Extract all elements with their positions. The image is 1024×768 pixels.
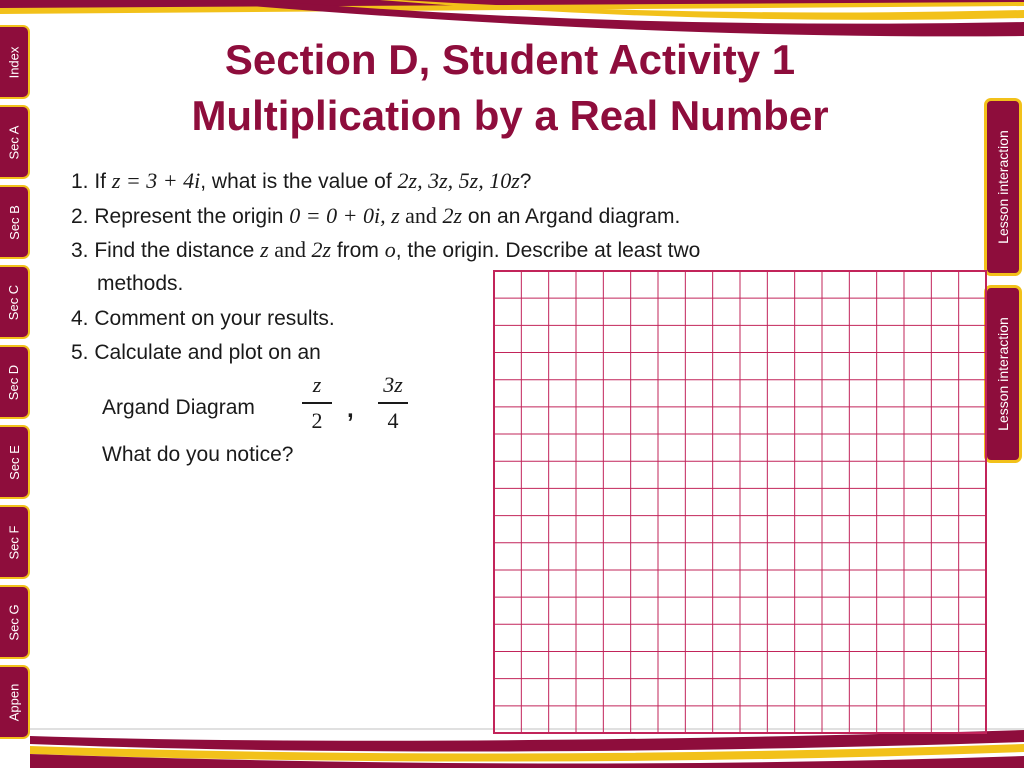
tab-index-label: Index — [6, 46, 22, 78]
question-2 — [71, 202, 680, 231]
tab-sec-f[interactable] — [0, 505, 30, 579]
lesson-interaction-label: Lesson interaction — [995, 317, 1012, 431]
q1-mid: , what is the value of — [200, 170, 398, 193]
tab-sec-f-label: Sec F — [6, 525, 22, 559]
question-5: 5. Calculate and plot on an — [71, 341, 321, 364]
tab-sec-e[interactable] — [0, 425, 30, 499]
tab-appendix-label: Appen — [6, 683, 22, 721]
question-1 — [71, 167, 531, 196]
tab-sec-b[interactable] — [0, 185, 30, 259]
lesson-interaction-label: Lesson interaction — [995, 130, 1012, 244]
fraction-separator: , — [347, 396, 354, 423]
fraction-1-bar — [302, 402, 332, 404]
lesson-interaction-button-1[interactable] — [984, 98, 1022, 276]
argand-grid[interactable] — [493, 270, 987, 734]
q3-mid: from — [331, 239, 385, 262]
question-3 — [71, 236, 700, 265]
q2-prefix: 2. Represent the origin — [71, 205, 290, 228]
tab-sec-g[interactable] — [0, 585, 30, 659]
fraction-2-bar — [378, 402, 408, 404]
title-line-1: Section D, Student Activity 1 — [224, 36, 796, 83]
tab-index[interactable] — [0, 25, 30, 99]
fraction-z-over-2 — [302, 372, 332, 434]
q2-suffix: on an Argand diagram. — [462, 205, 681, 228]
tab-sec-c-label: Sec C — [6, 284, 22, 320]
q2-math-origin: 0 = 0 + 0i, z — [289, 203, 400, 228]
fraction-1-denominator: 2 — [311, 408, 323, 433]
q3-and: and — [268, 237, 312, 262]
tab-sec-b-label: Sec B — [6, 204, 22, 240]
q1-math-multiples: 2z, 3z, 5z, 10z — [397, 168, 520, 193]
tab-sec-d-label: Sec D — [6, 364, 22, 400]
fraction-2-denominator: 4 — [387, 408, 399, 433]
question-5-notice: What do you notice? — [102, 443, 294, 466]
q2-and: and — [399, 203, 443, 228]
question-3-continued: methods. — [97, 272, 184, 295]
q1-suffix: ? — [519, 170, 532, 193]
q3-math-z: z — [260, 237, 269, 262]
tab-sec-a[interactable] — [0, 105, 30, 179]
q1-prefix: 1. If — [71, 170, 112, 193]
tab-appendix[interactable] — [0, 665, 30, 739]
page-title — [40, 32, 980, 144]
tab-sec-a-label: Sec A — [6, 125, 22, 159]
tab-sec-c[interactable] — [0, 265, 30, 339]
tab-sec-d[interactable] — [0, 345, 30, 419]
q3-prefix: 3. Find the distance — [71, 239, 261, 262]
tab-sec-e-label: Sec E — [6, 444, 22, 480]
question-4: 4. Comment on your results. — [71, 307, 335, 330]
lesson-interaction-button-2[interactable] — [984, 285, 1022, 463]
q3-math-2z: 2z — [311, 237, 332, 262]
q3-math-o: o — [384, 237, 396, 262]
q2-math-2z: 2z — [442, 203, 462, 228]
q3-suffix: , the origin. Describe at least two — [395, 239, 701, 262]
q1-math-z: z = 3 + 4i — [111, 168, 201, 193]
fraction-2-numerator: 3z — [383, 372, 403, 397]
title-line-2: Multiplication by a Real Number — [191, 92, 829, 139]
fraction-1-numerator: z — [312, 372, 322, 397]
fraction-3z-over-4 — [378, 372, 408, 434]
question-5-argand-label: Argand Diagram — [102, 396, 255, 419]
tab-sec-g-label: Sec G — [6, 603, 22, 641]
